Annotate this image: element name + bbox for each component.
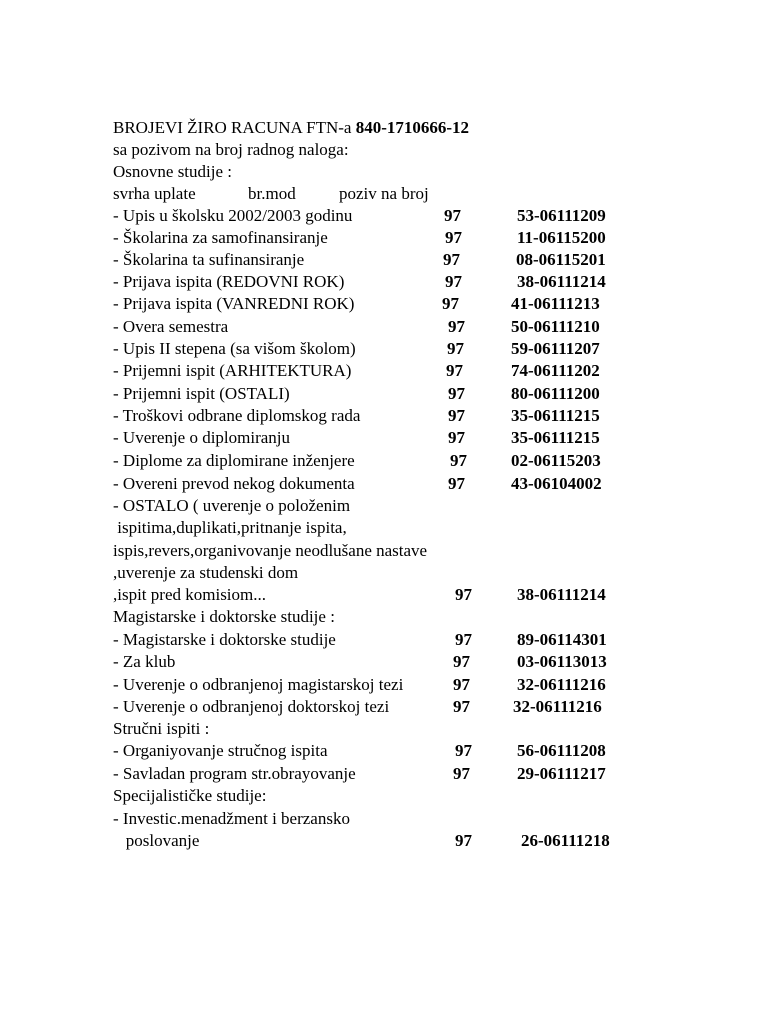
row-poziv: 59-06111207 xyxy=(511,339,600,358)
row-label: - Upis II stepena (sa višom školom) xyxy=(113,339,356,358)
table-row xyxy=(113,830,633,852)
table-row xyxy=(113,763,633,785)
column-header-svrha: svrha uplate xyxy=(113,184,196,203)
row-label: - Za klub xyxy=(113,652,176,671)
table-row xyxy=(113,473,633,495)
row-label: - Overa semestra xyxy=(113,317,229,336)
ostalo-line: ispitima,duplikati,pritnanje ispita, xyxy=(113,518,347,537)
table-row xyxy=(113,271,633,293)
table-row xyxy=(113,696,633,718)
row-poziv: 74-06111202 xyxy=(511,361,600,380)
table-row xyxy=(113,227,633,249)
row-label: - Magistarske i doktorske studije xyxy=(113,630,336,649)
row-poziv: 89-06114301 xyxy=(517,630,607,649)
table-row xyxy=(113,316,633,338)
row-label: - Prijemni ispit (ARHITEKTURA) xyxy=(113,361,352,380)
row-poziv: 43-06104002 xyxy=(511,474,602,493)
table-row xyxy=(113,651,633,673)
row-poziv: 80-06111200 xyxy=(511,384,600,403)
row-poziv: 11-06115200 xyxy=(517,228,606,247)
table-row xyxy=(113,249,633,271)
column-header-model: br.mod xyxy=(248,184,296,203)
section-heading-strucni: Stručni ispiti : xyxy=(113,719,210,738)
row-label: poslovanje xyxy=(113,831,200,850)
table-row xyxy=(113,383,633,405)
table-row xyxy=(113,427,633,449)
row-poziv: 38-06111214 xyxy=(517,585,606,604)
table-row xyxy=(113,205,633,227)
row-model: 97 xyxy=(443,250,460,269)
section-heading-specijalisticke: Specijalističke studije: xyxy=(113,786,267,805)
row-label: - Prijava ispita (VANREDNI ROK) xyxy=(113,294,355,313)
section-heading-osnovne: Osnovne studije : xyxy=(113,162,232,181)
row-model: 97 xyxy=(455,831,472,850)
row-model: 97 xyxy=(455,630,472,649)
row-model: 97 xyxy=(445,228,462,247)
row-model: 97 xyxy=(448,384,465,403)
row-poziv: 32-06111216 xyxy=(517,675,606,694)
row-label: - Školarina ta sufinansiranje xyxy=(113,250,305,269)
row-poziv: 35-06111215 xyxy=(511,428,600,447)
table-row xyxy=(113,740,633,762)
row-label: - Prijemni ispit (OSTALI) xyxy=(113,384,290,403)
ostalo-line: ispis,revers,organivovanje neodlušane nastave xyxy=(113,541,428,560)
row-model: 97 xyxy=(445,272,462,291)
document-title xyxy=(113,117,469,139)
row-label: - Uverenje o odbranjenoj doktorskoj tezi xyxy=(113,697,390,716)
row-poziv: 32-06111216 xyxy=(513,697,602,716)
row-model: 97 xyxy=(448,317,465,336)
row-model: 97 xyxy=(444,206,461,225)
table-row xyxy=(113,584,633,606)
table-row xyxy=(113,674,633,696)
row-label: ,ispit pred komisiom... xyxy=(113,585,266,604)
column-header-poziv: poziv na broj xyxy=(339,184,429,203)
row-model: 97 xyxy=(450,451,467,470)
table-row xyxy=(113,405,633,427)
row-label: - Prijava ispita (REDOVNI ROK) xyxy=(113,272,345,291)
subtitle: sa pozivom na broj radnog naloga: xyxy=(113,140,349,159)
row-model: 97 xyxy=(448,474,465,493)
row-poziv: 03-06113013 xyxy=(517,652,607,671)
row-poziv: 29-06111217 xyxy=(517,764,606,783)
spec-line: - Investic.menadžment i berzansko xyxy=(113,809,350,828)
row-label: - Školarina za samofinansiranje xyxy=(113,228,328,247)
table-row xyxy=(113,450,633,472)
row-model: 97 xyxy=(453,697,470,716)
row-label: - Uverenje o odbranjenoj magistarskoj tezi xyxy=(113,675,404,694)
row-model: 97 xyxy=(455,585,472,604)
row-model: 97 xyxy=(453,675,470,694)
row-model: 97 xyxy=(442,294,459,313)
row-label: - Uverenje o diplomiranju xyxy=(113,428,291,447)
table-row xyxy=(113,360,633,382)
row-poziv: 02-06115203 xyxy=(511,451,601,470)
row-poziv: 56-06111208 xyxy=(517,741,606,760)
row-poziv: 53-06111209 xyxy=(517,206,606,225)
column-headers xyxy=(113,183,513,205)
table-row xyxy=(113,293,633,315)
title-text: BROJEVI ŽIRO RACUNA FTN-a xyxy=(113,118,356,137)
row-model: 97 xyxy=(455,741,472,760)
row-label: - Organiyovanje stručnog ispita xyxy=(113,741,328,760)
row-model: 97 xyxy=(447,339,464,358)
section-heading-magistarske: Magistarske i doktorske studije : xyxy=(113,607,335,626)
table-row xyxy=(113,338,633,360)
row-label: - Overeni prevod nekog dokumenta xyxy=(113,474,355,493)
row-poziv: 08-06115201 xyxy=(516,250,606,269)
row-model: 97 xyxy=(453,652,470,671)
ostalo-line: - OSTALO ( uverenje o položenim xyxy=(113,496,351,515)
row-model: 97 xyxy=(453,764,470,783)
account-number: 840-1710666-12 xyxy=(355,118,470,137)
row-label: - Upis u školsku 2002/2003 godinu xyxy=(113,206,353,225)
ostalo-line: ,uverenje za studenski dom xyxy=(113,563,299,582)
row-model: 97 xyxy=(448,428,465,447)
row-poziv: 35-06111215 xyxy=(511,406,600,425)
row-model: 97 xyxy=(446,361,463,380)
row-label: - Troškovi odbrane diplomskog rada xyxy=(113,406,361,425)
row-poziv: 26-06111218 xyxy=(521,831,610,850)
row-poziv: 41-06111213 xyxy=(511,294,600,313)
row-label: - Savladan program str.obrayovanje xyxy=(113,764,356,783)
row-poziv: 50-06111210 xyxy=(511,317,600,336)
row-model: 97 xyxy=(448,406,465,425)
row-poziv: 38-06111214 xyxy=(517,272,606,291)
table-row xyxy=(113,629,633,651)
row-label: - Diplome za diplomirane inženjere xyxy=(113,451,355,470)
